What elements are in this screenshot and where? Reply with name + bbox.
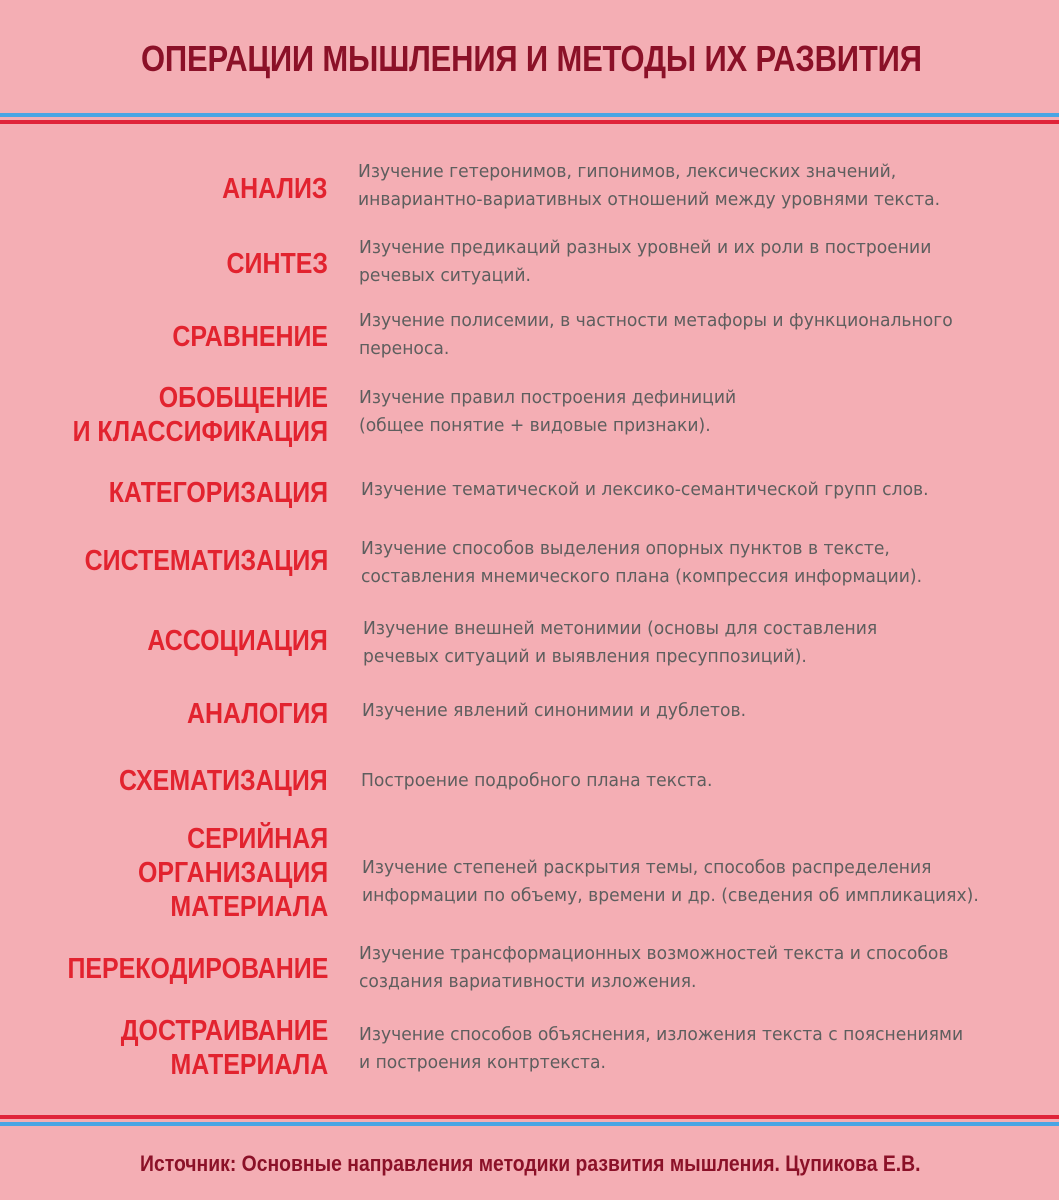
operation-term <box>67 952 328 986</box>
operation-description <box>359 307 953 363</box>
description-line: Изучение гетеронимов, гипонимов, лексических значений, <box>358 162 897 182</box>
operation-term-line: СИСТЕМАТИЗАЦИЯ <box>84 545 328 577</box>
operation-description <box>361 476 929 504</box>
operation-term <box>187 697 328 731</box>
operation-term-line: АССОЦИАЦИЯ <box>147 625 328 657</box>
description-line: информации по объему, времени и др. (сведения об импликациях). <box>362 886 979 906</box>
operation-description <box>359 1021 963 1077</box>
operation-description <box>359 940 949 996</box>
source-citation: Источник: Основные направления методики развития мышления. Цупикова Е.В. <box>140 1151 921 1176</box>
operation-description <box>361 767 712 795</box>
description-line: Изучение предикаций разных уровней и их роли в построении <box>359 238 932 258</box>
description-line: Изучение степеней раскрытия темы, способов распределения <box>362 858 932 878</box>
operation-term <box>223 172 328 206</box>
operation-term-line: СРАВНЕНИЕ <box>172 321 328 353</box>
operation-term-line: КАТЕГОРИЗАЦИЯ <box>108 477 328 509</box>
operation-term <box>119 764 328 798</box>
operation-term <box>172 320 328 354</box>
description-line: переноса. <box>359 339 450 359</box>
operation-term <box>84 544 328 578</box>
description-line: Изучение тематической и лексико-семантической групп слов. <box>361 480 929 500</box>
description-line: Построение подробного плана текста. <box>361 771 713 791</box>
operation-term <box>120 1014 328 1082</box>
description-line: Изучение способов выделения опорных пунктов в тексте, <box>361 539 890 559</box>
operation-description <box>362 854 979 910</box>
operation-description <box>362 697 746 725</box>
operation-term <box>148 624 328 658</box>
description-line: создания вариативности изложения. <box>359 972 697 992</box>
operation-description <box>363 615 877 671</box>
description-line: Изучение внешней метонимии (основы для составления <box>363 619 878 639</box>
operation-term-line: МАТЕРИАЛА <box>170 1049 328 1081</box>
bottom-divider-red <box>0 1115 1059 1119</box>
operation-term-line: АНАЛОГИЯ <box>186 698 328 730</box>
operation-term-line: СХЕМАТИЗАЦИЯ <box>119 765 328 797</box>
operation-description <box>361 535 922 591</box>
description-line: речевых ситуаций и выявления пресуппозиций). <box>363 647 807 667</box>
description-line: составления мнемического плана (компрессия информации). <box>361 567 923 587</box>
description-line: Изучение способов объяснения, изложения текста с пояснениями <box>359 1025 964 1045</box>
description-line: Изучение трансформационных возможностей текста и способов <box>359 944 949 964</box>
page-title: ОПЕРАЦИИ МЫШЛЕНИЯ И МЕТОДЫ ИХ РАЗВИТИЯ <box>140 38 922 79</box>
bottom-divider-blue <box>0 1122 1059 1126</box>
description-line: и построения контртекста. <box>359 1053 607 1073</box>
description-line: речевых ситуаций. <box>359 266 532 286</box>
operation-description <box>359 384 736 440</box>
operation-term-line: АНАЛИЗ <box>222 173 328 205</box>
operation-term-line: ДОСТРАИВАНИЕ <box>120 1015 328 1047</box>
operation-term <box>73 381 328 449</box>
description-line: инвариантно-вариативных отношений между уровнями текста. <box>358 190 941 210</box>
operation-term <box>109 476 328 510</box>
description-line: Изучение правил построения дефиниций <box>359 388 737 408</box>
description-line: Изучение явлений синонимии и дублетов. <box>362 701 747 721</box>
operation-term-line: МАТЕРИАЛА <box>170 891 328 923</box>
operation-term-line: И КЛАССИФИКАЦИЯ <box>72 416 328 448</box>
operation-term-line: ОБОБЩЕНИЕ <box>158 382 328 414</box>
operation-term <box>227 247 328 281</box>
description-line: (общее понятие + видовые признаки). <box>359 416 711 436</box>
description-line: Изучение полисемии, в частности метафоры и функционального <box>359 311 953 331</box>
top-divider-blue <box>0 113 1059 117</box>
operation-term-line: СИНТЕЗ <box>226 248 328 280</box>
operation-term-line: СЕРИЙНАЯ <box>186 823 328 855</box>
operation-description <box>359 234 931 290</box>
top-divider-red <box>0 120 1059 124</box>
operation-term <box>138 822 328 924</box>
operation-term-line: ПЕРЕКОДИРОВАНИЕ <box>67 953 328 985</box>
operation-description <box>358 158 940 214</box>
operation-term-line: ОРГАНИЗАЦИЯ <box>137 857 328 889</box>
